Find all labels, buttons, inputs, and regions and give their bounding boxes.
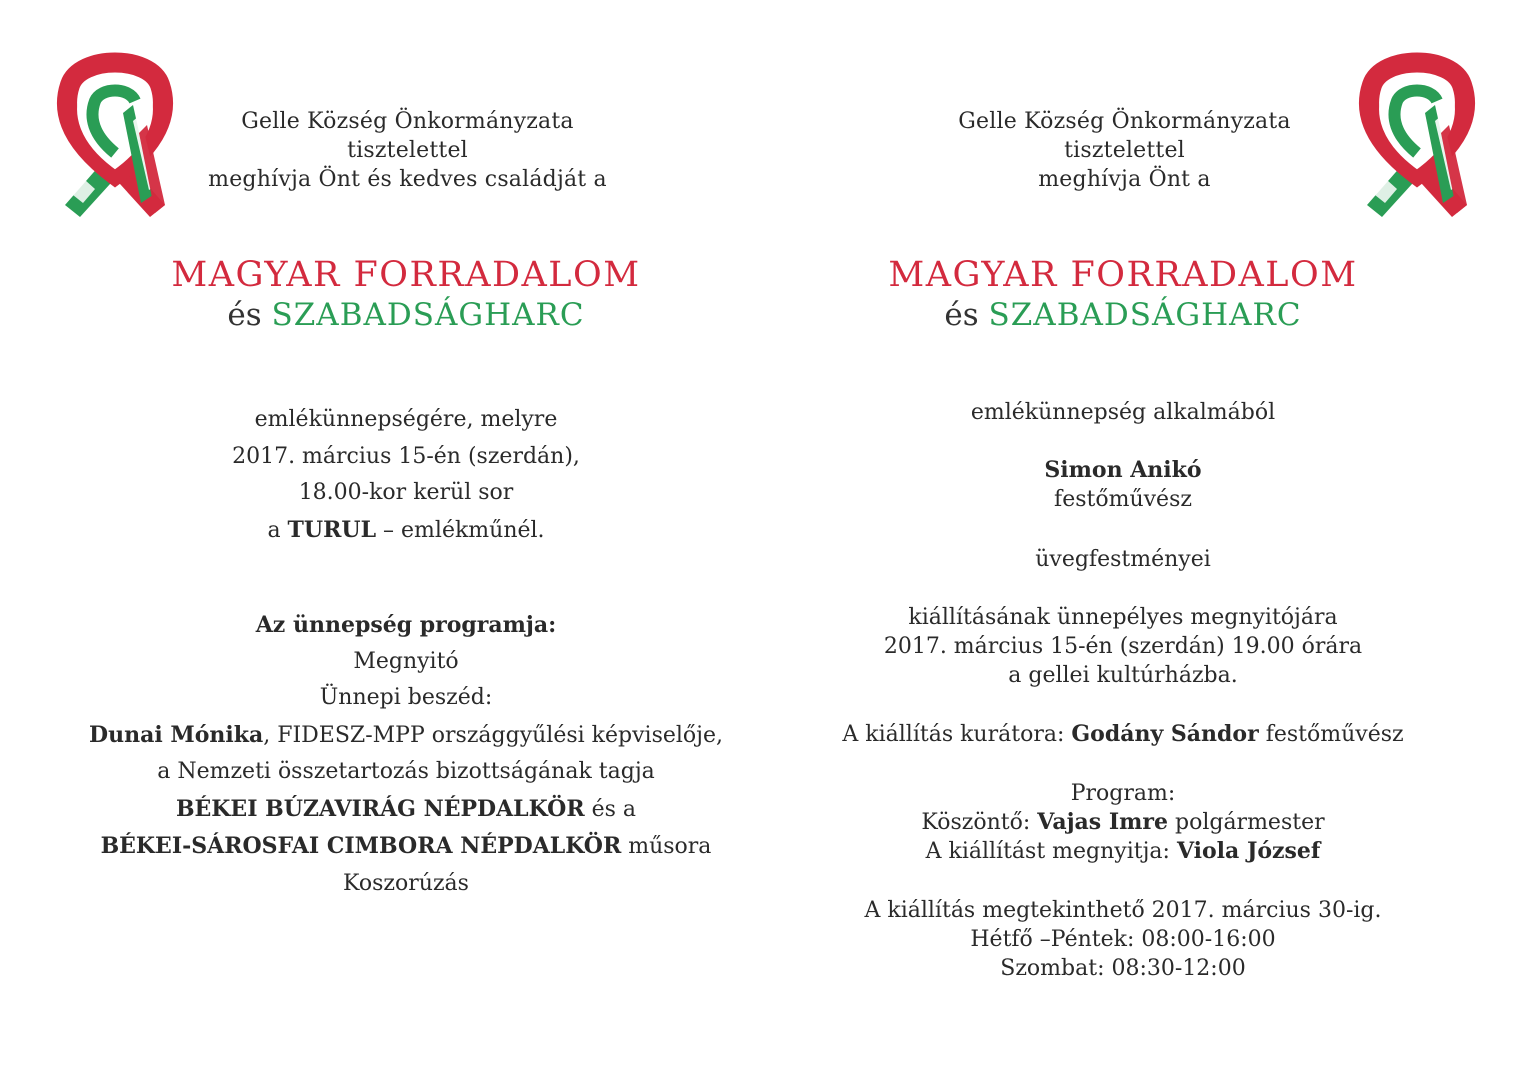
program-greeting: Köszöntő: Vajas Imre polgármester <box>921 809 1325 835</box>
left-invite-line2: 2017. március 15-én (szerdán), <box>232 443 580 469</box>
opener-name: Viola József <box>1176 838 1321 864</box>
speaker-name: Dunai Mónika <box>89 721 264 748</box>
right-header-line1: Gelle Község Önkormányzata tisztelettel <box>958 109 1291 163</box>
right-title-line1: MAGYAR FORRADALOM <box>888 255 1358 295</box>
left-invite-line3: 18.00-kor kerül sor <box>298 480 514 505</box>
left-title-line1: MAGYAR FORRADALOM <box>171 255 641 295</box>
ribbon-logo-icon <box>45 45 185 220</box>
ribbon-logo-icon <box>1347 45 1487 220</box>
viewing-line2: Hétfő –Péntek: 08:00-16:00 <box>970 927 1276 952</box>
right-event-title <box>762 255 1484 335</box>
right-header-line2: meghívja Önt a <box>1038 167 1211 192</box>
left-program <box>25 607 787 902</box>
program-item-wreath: Koszorúzás <box>343 870 469 896</box>
opening-line1: kiállításának ünnepélyes megnyitójára <box>908 605 1338 630</box>
left-header-line1: Gelle Község Önkormányzata tisztelettel <box>241 109 574 163</box>
left-header-text <box>185 107 630 194</box>
turul-name: TURUL <box>287 516 377 543</box>
right-title-line2: SZABADSÁGHARC <box>988 297 1302 333</box>
right-viewing-hours <box>762 896 1484 983</box>
opening-line2: 2017. március 15-én (szerdán) 19.00 órára <box>883 634 1363 659</box>
right-header-text <box>902 107 1347 194</box>
left-invite-line1: emlékünnepségére, melyre <box>254 407 558 432</box>
program-speaker <box>25 717 787 755</box>
speaker-role: , FIDESZ-MPP országgyűlési képviselője, <box>263 722 723 748</box>
artist-name: Simon Anikó <box>1044 457 1202 483</box>
program-group-1: BÉKEI BÚZAVIRÁG NÉPDALKÖR és a <box>175 795 637 822</box>
program-item-opening: Megnyitó <box>353 648 459 674</box>
right-invitation-panel <box>762 0 1524 1080</box>
viewing-line3: Szombat: 08:30-12:00 <box>1000 956 1246 981</box>
left-title-line2: SZABADSÁGHARC <box>271 297 585 333</box>
opening-line3: a gellei kultúrházba. <box>1008 663 1238 688</box>
right-opening <box>762 603 1484 690</box>
program-opener: A kiállítást megnyitja: Viola József <box>925 838 1321 864</box>
right-title-es: és <box>944 297 979 333</box>
speaker-role-2: a Nemzeti összetartozás bizottságának tagja <box>157 759 655 784</box>
program-item-speech: Ünnepi beszéd: <box>319 685 493 710</box>
program-heading: Az ünnepség programja: <box>255 612 557 638</box>
artist-role: festőművész <box>1054 487 1192 512</box>
left-invitation-panel <box>0 0 762 1080</box>
right-works: üvegfestményei <box>1035 547 1211 572</box>
mayor-name: Vajas Imre <box>1037 809 1168 835</box>
left-header-line2: meghívja Önt és kedves családját a <box>208 167 607 192</box>
left-event-title <box>25 255 787 335</box>
right-artist <box>762 456 1484 514</box>
left-title-es: és <box>227 297 262 333</box>
viewing-line1: A kiállítás megtekinthető 2017. március 30-ig. <box>864 898 1382 923</box>
program-group-2: BÉKEI-SÁROSFAI CIMBORA NÉPDALKÖR műsora <box>100 833 712 859</box>
right-program-heading: Program: <box>1070 781 1176 806</box>
left-invitation-details <box>25 402 787 549</box>
left-invite-line4: a TURUL – emlékműnél. <box>267 516 545 543</box>
right-occasion: emlékünnepség alkalmából <box>970 400 1276 425</box>
right-program <box>762 779 1484 866</box>
curator-name: Godány Sándor <box>1071 721 1259 747</box>
right-curator: A kiállítás kurátora: Godány Sándor festőművész <box>842 721 1404 747</box>
